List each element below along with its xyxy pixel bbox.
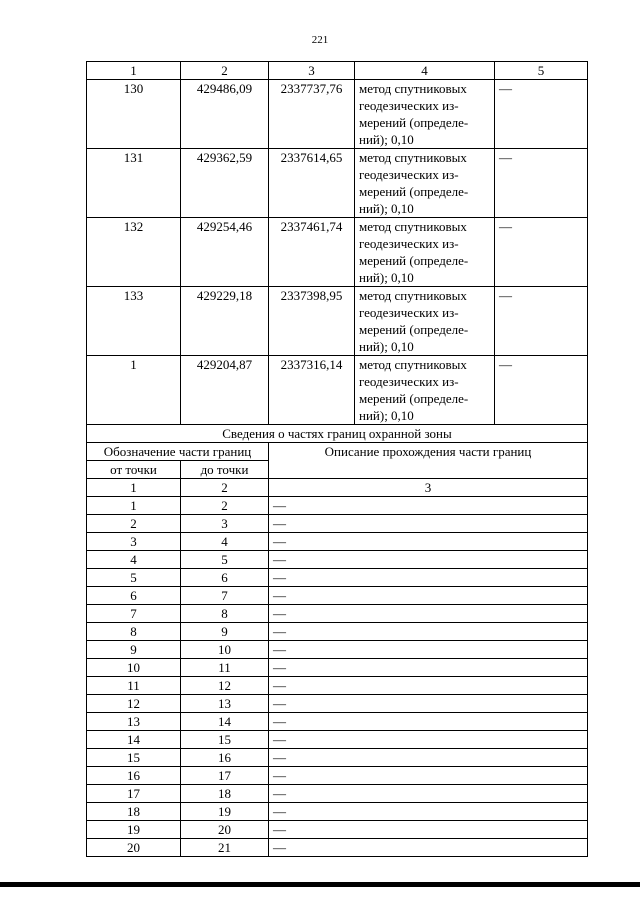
- point-number: 130: [87, 80, 181, 149]
- part-row: [87, 641, 588, 659]
- from-point: 18: [87, 803, 181, 821]
- method-cell: [355, 356, 495, 425]
- from-point: 15: [87, 749, 181, 767]
- col-number-2: 2: [181, 479, 269, 497]
- parts-col-numbers: [87, 479, 588, 497]
- part-description: —: [269, 587, 588, 605]
- from-point: 7: [87, 605, 181, 623]
- part-description: —: [269, 515, 588, 533]
- part-row: [87, 515, 588, 533]
- from-point: 9: [87, 641, 181, 659]
- method-line: геодезических из-: [359, 167, 459, 182]
- note-cell: —: [495, 356, 588, 425]
- to-point: 16: [181, 749, 269, 767]
- part-description: —: [269, 713, 588, 731]
- part-description: —: [269, 695, 588, 713]
- from-point: 20: [87, 839, 181, 857]
- part-row: [87, 677, 588, 695]
- to-point: 2: [181, 497, 269, 515]
- part-description: —: [269, 641, 588, 659]
- to-point: 21: [181, 839, 269, 857]
- part-description: —: [269, 749, 588, 767]
- from-point: 4: [87, 551, 181, 569]
- method-line: мерений (определе-: [359, 322, 469, 337]
- method-line: метод спутниковых: [359, 357, 467, 372]
- from-point: 17: [87, 785, 181, 803]
- to-point: 14: [181, 713, 269, 731]
- method-line: метод спутниковых: [359, 81, 467, 96]
- from-point: 12: [87, 695, 181, 713]
- col-number-3: 3: [269, 479, 588, 497]
- coord-row: [87, 287, 588, 356]
- to-point: 13: [181, 695, 269, 713]
- from-point: 14: [87, 731, 181, 749]
- part-row: [87, 497, 588, 515]
- method-line: мерений (определе-: [359, 184, 469, 199]
- note-cell: —: [495, 149, 588, 218]
- coord-header-row: [87, 62, 588, 80]
- to-point: 17: [181, 767, 269, 785]
- designation-header: Обозначение части границ: [87, 443, 269, 461]
- part-row: [87, 767, 588, 785]
- from-point: 3: [87, 533, 181, 551]
- parts-header-row: [87, 443, 588, 461]
- from-point: 10: [87, 659, 181, 677]
- to-point-header: до точки: [181, 461, 269, 479]
- part-description: —: [269, 605, 588, 623]
- parts-caption-row: [87, 425, 588, 443]
- point-number: 1: [87, 356, 181, 425]
- coord-row: [87, 356, 588, 425]
- method-line: мерений (определе-: [359, 115, 469, 130]
- method-cell: [355, 80, 495, 149]
- from-point: 6: [87, 587, 181, 605]
- method-line: метод спутниковых: [359, 219, 467, 234]
- coord-row: [87, 218, 588, 287]
- method-line: метод спутниковых: [359, 150, 467, 165]
- from-point: 8: [87, 623, 181, 641]
- coord-row: [87, 80, 588, 149]
- to-point: 19: [181, 803, 269, 821]
- from-point: 1: [87, 497, 181, 515]
- to-point: 5: [181, 551, 269, 569]
- part-description: —: [269, 677, 588, 695]
- to-point: 3: [181, 515, 269, 533]
- coord-x: 429362,59: [181, 149, 269, 218]
- part-row: [87, 803, 588, 821]
- part-description: —: [269, 569, 588, 587]
- method-line: ний); 0,10: [359, 270, 414, 285]
- part-description: —: [269, 803, 588, 821]
- header-col-5: 5: [495, 62, 588, 80]
- part-description: —: [269, 497, 588, 515]
- part-row: [87, 569, 588, 587]
- header-col-4: 4: [355, 62, 495, 80]
- method-line: ний); 0,10: [359, 339, 414, 354]
- method-line: метод спутниковых: [359, 288, 467, 303]
- coord-row: [87, 149, 588, 218]
- note-cell: —: [495, 287, 588, 356]
- header-col-1: 1: [87, 62, 181, 80]
- parts-section-title: Сведения о частях границ охранной зоны: [87, 425, 588, 443]
- to-point: 12: [181, 677, 269, 695]
- method-line: ний); 0,10: [359, 132, 414, 147]
- description-header: Описание прохождения части границ: [269, 443, 588, 479]
- coord-x: 429229,18: [181, 287, 269, 356]
- part-description: —: [269, 659, 588, 677]
- coord-y: 2337316,14: [269, 356, 355, 425]
- to-point: 11: [181, 659, 269, 677]
- from-point: 13: [87, 713, 181, 731]
- coord-y: 2337398,95: [269, 287, 355, 356]
- header-col-3: 3: [269, 62, 355, 80]
- from-point-header: от точки: [87, 461, 181, 479]
- coord-x: 429204,87: [181, 356, 269, 425]
- point-number: 133: [87, 287, 181, 356]
- part-row: [87, 587, 588, 605]
- part-row: [87, 551, 588, 569]
- point-number: 131: [87, 149, 181, 218]
- page-number: 221: [311, 34, 329, 46]
- bottom-rule: [0, 882, 640, 887]
- part-row: [87, 623, 588, 641]
- col-number-1: 1: [87, 479, 181, 497]
- boundary-table: [86, 61, 588, 857]
- method-line: мерений (определе-: [359, 253, 469, 268]
- from-point: 2: [87, 515, 181, 533]
- method-cell: [355, 149, 495, 218]
- part-row: [87, 713, 588, 731]
- part-row: [87, 533, 588, 551]
- method-line: ний); 0,10: [359, 408, 414, 423]
- part-description: —: [269, 785, 588, 803]
- to-point: 6: [181, 569, 269, 587]
- method-line: геодезических из-: [359, 374, 459, 389]
- part-row: [87, 785, 588, 803]
- from-point: 16: [87, 767, 181, 785]
- method-cell: [355, 218, 495, 287]
- to-point: 8: [181, 605, 269, 623]
- from-point: 19: [87, 821, 181, 839]
- part-row: [87, 605, 588, 623]
- coord-x: 429254,46: [181, 218, 269, 287]
- to-point: 18: [181, 785, 269, 803]
- part-description: —: [269, 839, 588, 857]
- part-description: —: [269, 767, 588, 785]
- method-line: геодезических из-: [359, 98, 459, 113]
- method-cell: [355, 287, 495, 356]
- coord-y: 2337461,74: [269, 218, 355, 287]
- to-point: 4: [181, 533, 269, 551]
- part-description: —: [269, 731, 588, 749]
- part-description: —: [269, 821, 588, 839]
- to-point: 20: [181, 821, 269, 839]
- part-row: [87, 731, 588, 749]
- coord-y: 2337614,65: [269, 149, 355, 218]
- part-row: [87, 839, 588, 857]
- point-number: 132: [87, 218, 181, 287]
- header-col-2: 2: [181, 62, 269, 80]
- part-description: —: [269, 623, 588, 641]
- from-point: 11: [87, 677, 181, 695]
- from-point: 5: [87, 569, 181, 587]
- part-row: [87, 659, 588, 677]
- method-line: геодезических из-: [359, 305, 459, 320]
- part-row: [87, 749, 588, 767]
- to-point: 15: [181, 731, 269, 749]
- note-cell: —: [495, 218, 588, 287]
- coord-x: 429486,09: [181, 80, 269, 149]
- note-cell: —: [495, 80, 588, 149]
- to-point: 7: [181, 587, 269, 605]
- method-line: ний); 0,10: [359, 201, 414, 216]
- part-description: —: [269, 551, 588, 569]
- part-row: [87, 695, 588, 713]
- part-description: —: [269, 533, 588, 551]
- coord-y: 2337737,76: [269, 80, 355, 149]
- method-line: мерений (определе-: [359, 391, 469, 406]
- part-row: [87, 821, 588, 839]
- to-point: 9: [181, 623, 269, 641]
- to-point: 10: [181, 641, 269, 659]
- method-line: геодезических из-: [359, 236, 459, 251]
